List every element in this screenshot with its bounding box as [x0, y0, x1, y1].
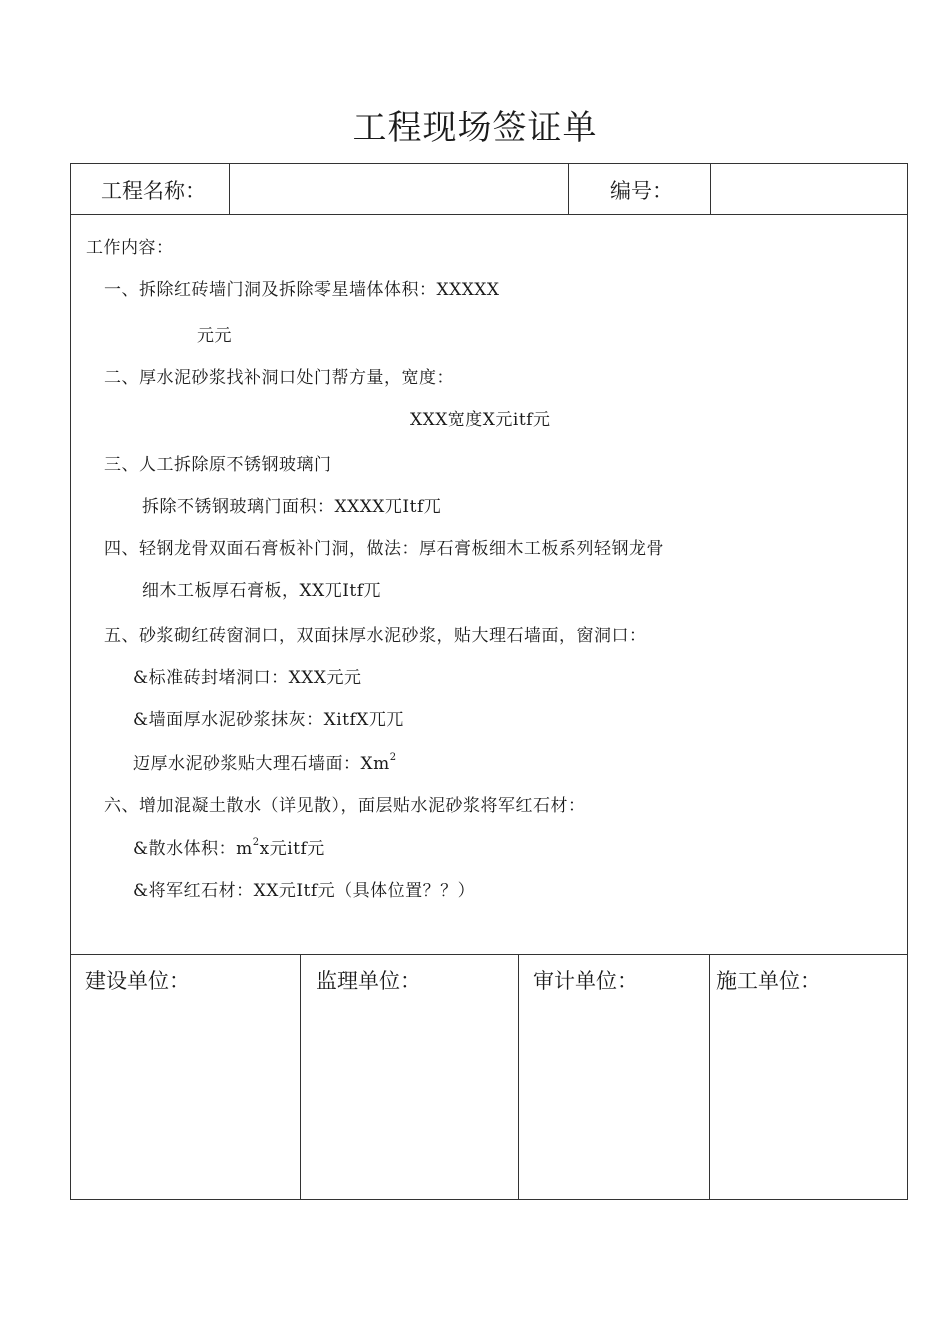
- work-content-heading: 工作内容：: [86, 238, 174, 258]
- visa-form-table: [70, 163, 908, 1200]
- project-name-label: 工程名称：: [101, 179, 206, 203]
- content-line-3: 二、厚水泥砂浆找补洞口处门帮方量，宽度：: [104, 368, 454, 388]
- content-line-14: [133, 834, 325, 859]
- content-line-14-tail: x元itf元: [259, 839, 325, 859]
- content-line-5: 三、人工拆除原不锈钢玻璃门: [104, 455, 332, 475]
- builder-unit-label: 施工单位：: [716, 969, 821, 993]
- signature-col-divider-2: [518, 954, 519, 1200]
- content-line-9: 五、砂浆砌红砖窗洞口，双面抹厚水泥砂浆，贴大理石墙面，窗洞口：: [104, 626, 647, 646]
- header-col-divider-2: [568, 164, 569, 214]
- signature-col-divider-1: [300, 954, 301, 1200]
- page-title: 工程现场签证单: [352, 108, 598, 148]
- header-row-divider: [71, 214, 907, 215]
- content-line-12-text: 迈厚水泥砂浆贴大理石墙面：Xm: [133, 754, 390, 774]
- content-line-11: &墙面厚水泥砂浆抹灰：XitfX兀兀: [133, 710, 404, 730]
- content-line-14-text: &散水体积：m: [133, 839, 253, 859]
- header-col-divider-1: [229, 164, 230, 214]
- signature-row-divider: [71, 954, 907, 955]
- content-line-7: 四、轻钢龙骨双面石膏板补门洞，做法：厚石膏板细木工板系列轻钢龙骨: [104, 539, 664, 559]
- construction-unit-label: 建设单位：: [85, 969, 190, 993]
- content-line-4: XXX宽度X元itf元: [410, 410, 551, 430]
- audit-unit-label: 审计单位：: [533, 969, 638, 993]
- superscript-2: 2: [389, 752, 397, 764]
- content-line-13: 六、增加混凝土散水（详见散），面层贴水泥砂浆将军红石材：: [104, 796, 586, 816]
- content-line-12: [133, 749, 397, 774]
- number-label: 编号：: [610, 179, 673, 203]
- superscript-2b: 2: [252, 837, 260, 849]
- header-col-divider-3: [710, 164, 711, 214]
- content-line-1: 一、拆除红砖墙门洞及拆除零星墙体体积：XXXXX: [104, 280, 500, 300]
- content-line-2: 元元: [197, 326, 232, 346]
- content-line-10: &标准砖封堵洞口：XXX元元: [133, 668, 362, 688]
- content-line-6: 拆除不锈钢玻璃门面积：XXXX兀Itf兀: [142, 497, 442, 517]
- content-line-15: &将军红石材：XX元Itf元（具体位置？？）: [133, 881, 476, 901]
- supervision-unit-label: 监理单位：: [316, 969, 421, 993]
- signature-col-divider-3: [709, 954, 710, 1200]
- content-line-8: 细木工板厚石膏板，XX兀Itf兀: [142, 581, 382, 601]
